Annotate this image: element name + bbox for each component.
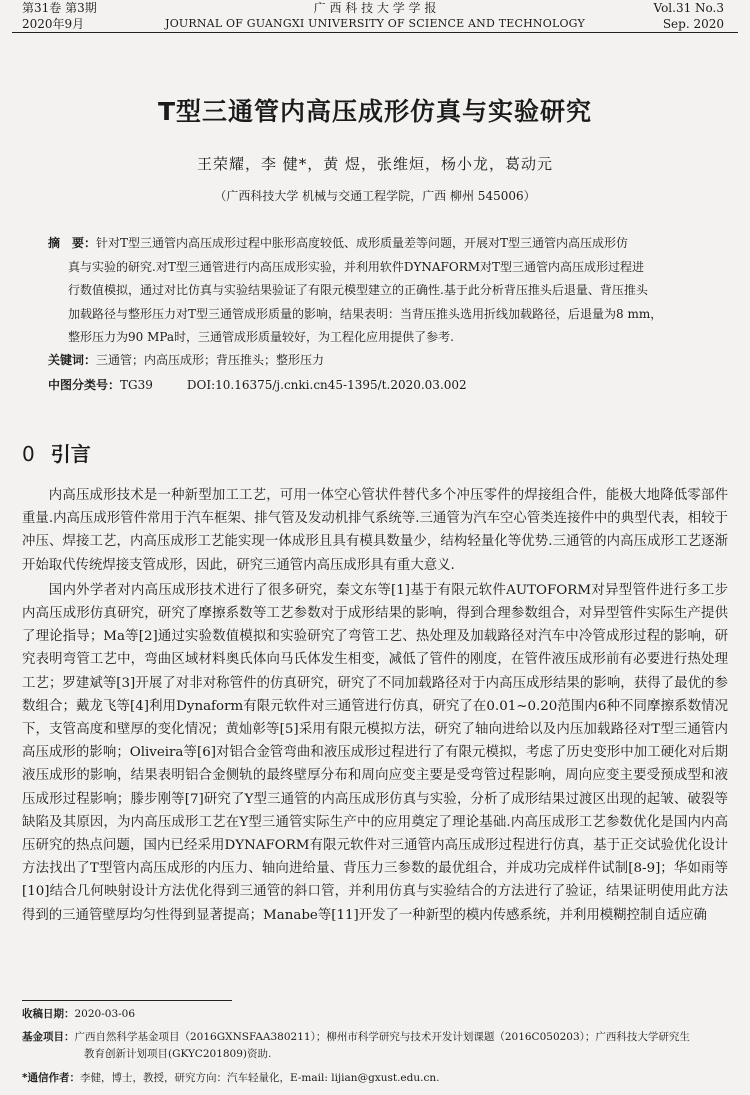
abstract-line: 整形压力为90 MPa时，三通管成形质量较好，为工程化应用提供了参考. <box>68 330 454 344</box>
date-cn: 2020年9月 <box>22 17 85 31</box>
classification-value: TG39 <box>120 378 153 392</box>
author-list: 王荣耀，李 健*，黄 煜，张维烜，杨小龙，葛动元 <box>196 155 554 173</box>
header-right <box>654 0 725 32</box>
doi: DOI:10.16375/j.cnki.cn45-1395/t.2020.03.002 <box>186 378 467 392</box>
footnote-rule <box>22 1000 232 1001</box>
header-rule <box>12 32 738 33</box>
received-label: 收稿日期： <box>22 1008 75 1020</box>
corresponding-text: 李健，博士，教授，研究方向：汽车轻量化，E-mail: lijian@gxust.edu.cn. <box>80 1072 440 1084</box>
classification-label: 中图分类号： <box>48 378 121 392</box>
abstract-line: 真与实验的研究.对T型三通管进行内高压成形实验，并利用软件DYNAFORM对T型三通管内高压成形过程进 <box>68 259 645 274</box>
classification <box>48 375 467 395</box>
date-en: Sep. 2020 <box>662 17 724 31</box>
keywords-label: 关键词： <box>48 353 97 367</box>
journal-cn: 广 西 科 技 大 学 学 报 <box>313 1 437 15</box>
body-text <box>22 484 728 929</box>
footnote-corresponding <box>22 1070 732 1087</box>
fund-text: 广西自然科学基金项目（2016GXNSFAA380211）；柳州市科学研究与技术开发计划课题（2016C050203）；广西科技大学研究生 <box>74 1031 690 1043</box>
paragraph: 国内外学者对内高压成形技术进行了很多研究，秦文东等[1]基于有限元软件AUTOFORM对异型管件进行多工步内高压成形仿真研究，研究了摩擦系数等工艺参数对于成形结果的影响，得到合理参数组合，对异型管件实际生产提供了理论指导；Ma等[2]通过实验数值模拟和实验研究了弯管工艺、热处理及加载路径对汽车中冷管成形过程的影响，研究表明弯管工艺中，弯曲区域材料奥氏体向马氏体发生相变，减低了管件的刚度，在管件液压成形前有必要进行热处理工艺；罗建斌等[3]开展了对非对称管件的仿真研究，研究了不同加载路径对于内高压成形结果的影响，获得了最优的参数组合；戴龙飞等[4]利用Dynaform有限元软件对三通管进行仿真，研究了在0.01~0.20范围内6种不同摩擦系数情况下，支管高度和壁厚的变化情况；黄灿彰等[5]采用有限元模拟方法，研究了轴向进给以及内压加载路径对T型三通管内高压成形的影响；Oliveira等[6]对铝合金管弯曲和液压成形过程进行了有限元模拟，考虑了历史变形中加工硬化对后期液压成形的影响，结果表明铝合金侧轨的最终壁厚分布和周向应变主要是受弯管过程影响，周向应变主要受预成型和液压成形过程影响；滕步刚等[7]研究了Y型三通管的内高压成形仿真与实验，分析了成形结果过渡区出现的起皱、破裂等缺陷及其原因，为内高压成形工艺在Y型三通管实际生产中的应用奠定了理论基础.内高压成形工艺参数优化是国内内高压研究的热点问题，国内已经采用DYNAFORM有限元软件对三通管内高压成形过程进行仿真，基于正交试验优化设计方法找出了T型管内高压成形的内压力、轴向进给量、背压力三参数的最优组合，并成功完成样件试制[8-9]；华如雨等[10]结合几何映射设计方法优化得到三通管的斜口管，并利用仿真与实验结合的方法进行了验证，结果证明使用此方法得到的三通管壁厚均匀性得到显著提高；Manabe等[11]开发了一种新型的模内传感系统，并利用模糊控制自适应确 <box>22 582 728 923</box>
header-center <box>0 0 750 32</box>
fund-text-cont: 教育创新计划项目(GKYC201809)资助. <box>84 1048 272 1060</box>
volume-cn: 第31卷 第3期 <box>22 1 97 15</box>
abstract-line: 加载路径与整形压力对T型三通管成形质量的影响，结果表明：当背压推头选用折线加载路径，后退量为8 mm， <box>68 306 663 321</box>
abstract-line: 行数值模拟，通过对比仿真与实验结果验证了有限元模型建立的正确性.基于此分析背压推头后退量、背压推头 <box>68 283 648 297</box>
section-number: 0 <box>22 442 35 466</box>
keywords-value: 三通管；内高压成形；背压推头；整形压力 <box>96 353 325 367</box>
keywords <box>48 350 324 370</box>
corresponding-label: *通信作者： <box>22 1072 80 1084</box>
abstract <box>48 232 708 350</box>
paper-title: T型三通管内高压成形仿真与实验研究 <box>157 97 593 126</box>
footnote-fund <box>22 1029 732 1063</box>
abstract-label: 摘 要： <box>48 236 97 250</box>
abstract-line: 摘 要：针对T型三通管内高压成形过程中胀形高度较低、成形质量差等问题，开展对T型三通管内高压成形仿 <box>48 236 629 250</box>
received-date: 2020-03-06 <box>74 1008 136 1020</box>
paragraph: 内高压成形技术是一种新型加工工艺，可用一体空心管状件替代多个冲压零件的焊接组合件，能极大地降低零部件重量.内高压成形管件常用于汽车框架、排气管及发动机排气系统等.三通管为汽车空心管类连接件中的典型代表，相较于冲压、焊接工艺，内高压成形工艺能实现一体成形且具有模具数量少，结构轻量化等优势.三通管的内高压成形工艺逐渐开始取代传统焊接支管成形，因此，研究三通管内高压成形具有重大意义. <box>22 488 728 573</box>
section-heading <box>22 438 91 467</box>
footnote-received <box>22 1006 732 1023</box>
affiliation: （广西科技大学 机械与交通工程学院，广西 柳州 545006） <box>214 189 536 203</box>
running-header <box>0 0 750 40</box>
fund-label: 基金项目： <box>22 1031 75 1043</box>
section-title: 引言 <box>50 442 91 466</box>
journal-en: JOURNAL OF GUANGXI UNIVERSITY OF SCIENCE AND TECHNOLOGY <box>165 17 585 30</box>
volume-en: Vol.31 No.3 <box>653 1 724 15</box>
